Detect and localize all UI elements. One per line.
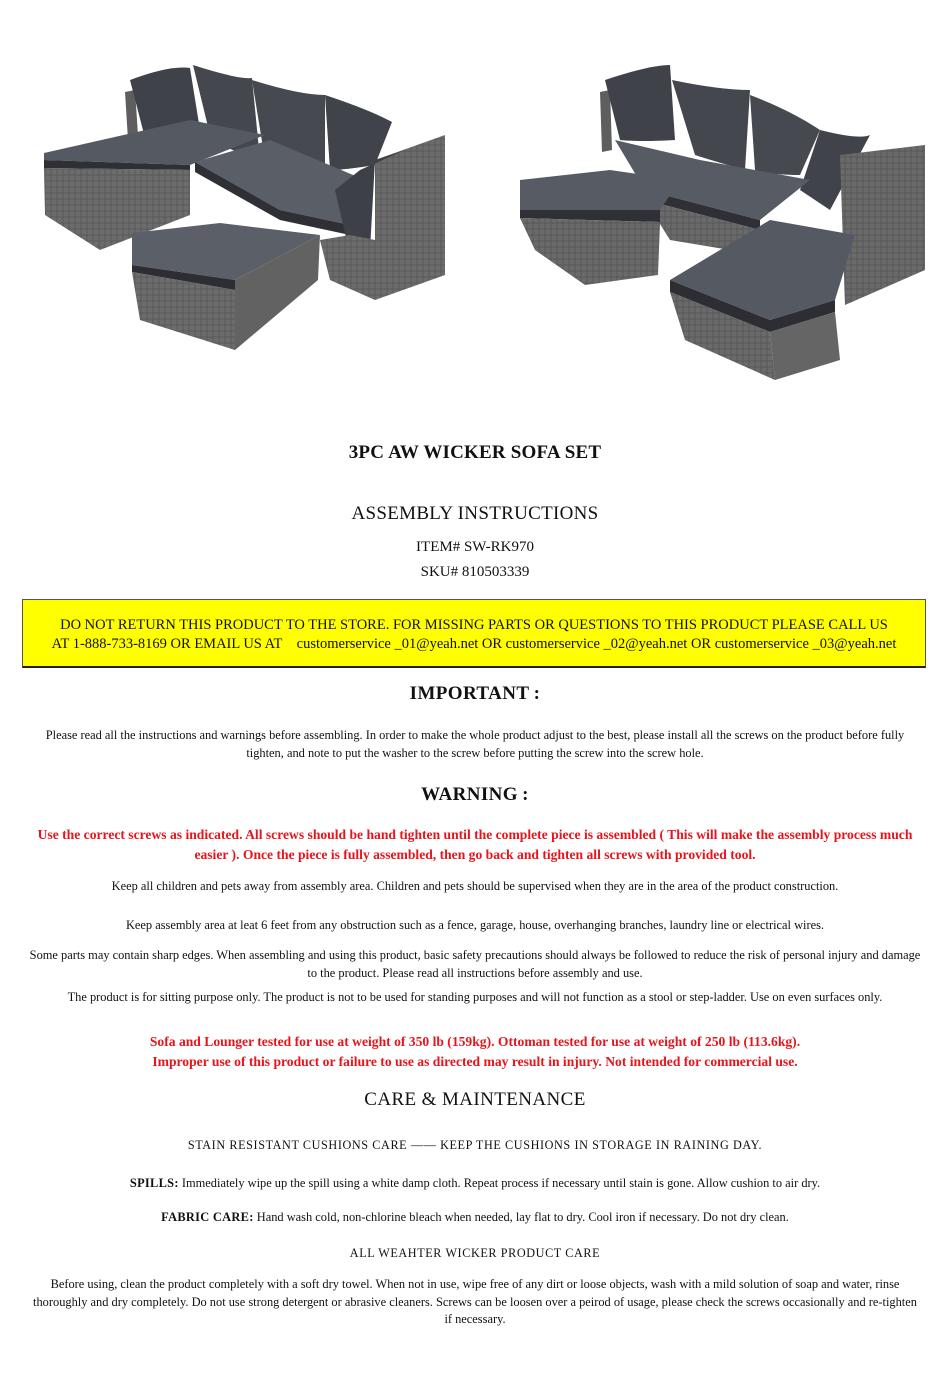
warning-heading: WARNING : [421,784,529,805]
sofa-set-image [30,40,460,380]
spills-text [28,1175,922,1193]
sku-number: SKU# 810503339 [420,564,530,580]
fabric-care-label: FABRIC CARE: [161,1210,254,1224]
customer-service-notice [22,599,926,668]
wicker-care-heading: ALL WEAHTER WICKER PRODUCT CARE [349,1246,601,1260]
product-photo-right [500,40,930,390]
weight-limit-text [28,1032,922,1071]
notice-line-2: AT 1-888-733-8169 OR EMAIL US AT customerservice _01@yeah.net OR customerservice _02@yeah.net OR customerservice _03@yeah.net [51,636,897,652]
warning-screws-text: Use the correct screws as indicated. All screws should be hand tighten until the complete piece is assembled ( This will make the assembly process much easier ). Once the piece is fully assembled, then go back and tighten all screws with provided tool. [37,827,913,862]
sofa-set-image [500,40,930,390]
warning-children-text: Keep all children and pets away from assembly area. Children and pets should be supervised when they are in the area of the product construction. [111,879,839,893]
warning-sharp-edges-text: Some parts may contain sharp edges. When assembling and using this product, basic safety precautions should always be followed to reduce the risk of personal injury and damage to the product. Please read all instructions before assembly and use. [29,948,921,980]
fabric-care-body: Hand wash cold, non-chlorine bleach when needed, lay flat to dry. Cool iron if necessary. Do not dry clean. [253,1210,789,1224]
notice-line-1: DO NOT RETURN THIS PRODUCT TO THE STORE. FOR MISSING PARTS OR QUESTIONS TO THIS PRODUCT PLEASE CALL US [60,617,888,633]
spills-body: Immediately wipe up the spill using a white damp cloth. Repeat process if necessary until stain is gone. Allow cushion to air dry. [178,1176,821,1190]
product-title: 3PC AW WICKER SOFA SET [348,442,602,463]
care-heading: CARE & MAINTENANCE [364,1089,586,1110]
warning-sitting-text: The product is for sitting purpose only. The product is not to be used for standing purposes and will not function as a stool or step-ladder. Use on even surfaces only. [67,990,883,1004]
spills-label: SPILLS: [129,1176,179,1190]
wicker-care-text: Before using, clean the product completely with a soft dry towel. When not in use, wipe free of any dirt or loose objects, wash with a mild solution of soap and water, rinse thoroughly and dry completely. Do not use strong detergent or abrasive cleaners. Screws can be loosen over a peirod of usage, please check the screws occasionally and re-tighten if necessary. [33,1277,917,1326]
document-subtitle: ASSEMBLY INSTRUCTIONS [351,503,599,524]
warning-area-text: Keep assembly area at leat 6 feet from any obstruction such as a fence, garage, house, overhanging branches, laundry line or electrical wires. [125,918,825,932]
weight-limit-line-2: Improper use of this product or failure to use as directed may result in injury. Not intended for commercial use. [152,1053,798,1069]
fabric-care-text [28,1209,922,1227]
important-heading: IMPORTANT : [409,683,541,704]
cushion-care-heading: STAIN RESISTANT CUSHIONS CARE —— KEEP THE CUSHIONS IN STORAGE IN RAINING DAY. [187,1138,763,1152]
important-text: Please read all the instructions and warnings before assembling. In order to make the whole product adjust to the best, please install all the screws on the product before fully tighten, and note to put the washer to the screw before putting the screw into the screw hole. [45,728,905,760]
weight-limit-line-1: Sofa and Lounger tested for use at weight of 350 lb (159kg). Ottoman tested for use at weight of 250 lb (113.6kg). [149,1034,801,1049]
item-number: ITEM# SW-RK970 [416,539,534,555]
product-photo-left [30,40,460,380]
